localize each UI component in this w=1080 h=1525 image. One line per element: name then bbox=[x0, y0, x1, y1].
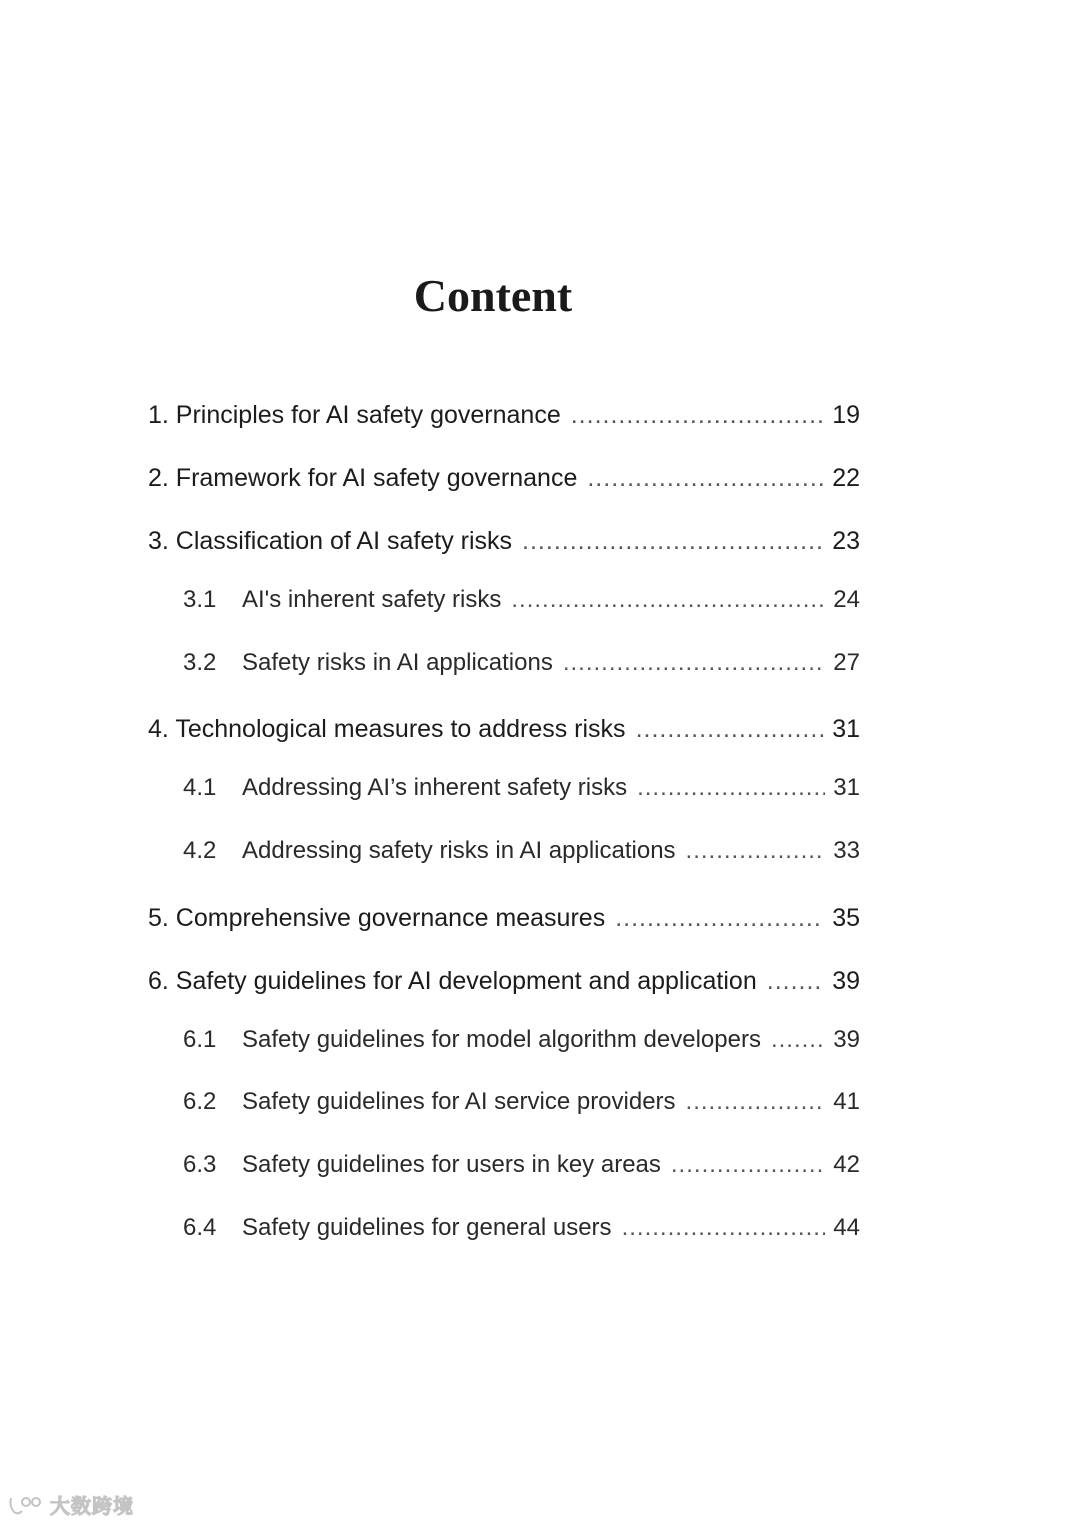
toc-entry-label: 6. Safety guidelines for AI development and application bbox=[148, 967, 757, 995]
watermark bbox=[8, 1490, 134, 1519]
toc-leader bbox=[686, 1082, 826, 1122]
toc-entry-number: 4.2 bbox=[183, 837, 217, 864]
toc-leader bbox=[622, 1208, 826, 1248]
toc-page-number: 31 bbox=[833, 774, 860, 801]
toc-leader bbox=[522, 521, 824, 561]
toc-leader bbox=[771, 1020, 825, 1060]
toc-entry-label: Safety guidelines for general users bbox=[242, 1214, 612, 1241]
toc-leader bbox=[587, 458, 824, 498]
toc-page-number: 31 bbox=[832, 715, 860, 743]
toc-leader bbox=[671, 1145, 825, 1185]
toc-entry-number: 3.1 bbox=[183, 586, 217, 613]
toc-page-number: 27 bbox=[833, 649, 860, 676]
toc-leader bbox=[637, 768, 825, 808]
toc-entry-6-2[interactable] bbox=[183, 1082, 860, 1122]
toc-entry-number: 6.1 bbox=[183, 1026, 217, 1053]
toc-page-number: 41 bbox=[833, 1088, 860, 1115]
toc-entry-label: Safety guidelines for users in key areas bbox=[242, 1151, 661, 1178]
toc-entry-6-3[interactable] bbox=[183, 1145, 860, 1185]
toc-leader bbox=[615, 898, 824, 938]
toc-entry-3[interactable] bbox=[148, 521, 860, 561]
toc-leader bbox=[563, 643, 825, 683]
toc-entry-4-1[interactable] bbox=[183, 768, 860, 808]
toc-page-number: 39 bbox=[833, 1026, 860, 1053]
toc-leader bbox=[511, 580, 825, 620]
toc-entry-number: 4.1 bbox=[183, 774, 217, 801]
toc-entry-label: 1. Principles for AI safety governance bbox=[148, 401, 561, 429]
toc-entry-3-2[interactable] bbox=[183, 643, 860, 683]
toc-page-number: 19 bbox=[832, 401, 860, 429]
toc-page-number: 23 bbox=[832, 527, 860, 555]
toc-entry-2[interactable] bbox=[148, 458, 860, 498]
toc-page-number: 22 bbox=[832, 464, 860, 492]
toc-entry-label: 2. Framework for AI safety governance bbox=[148, 464, 578, 492]
toc-entry-number: 3.2 bbox=[183, 649, 217, 676]
toc-page-number: 39 bbox=[832, 967, 860, 995]
toc-leader bbox=[571, 395, 824, 435]
toc-entry-3-1[interactable] bbox=[183, 580, 860, 620]
toc-leader bbox=[636, 709, 825, 749]
toc-entry-label: Safety risks in AI applications bbox=[242, 649, 553, 676]
toc-entry-label: Safety guidelines for model algorithm developers bbox=[242, 1026, 761, 1053]
toc-entry-label: Addressing safety risks in AI applications bbox=[242, 837, 676, 864]
toc-entry-6-4[interactable] bbox=[183, 1208, 860, 1248]
toc-entry-6-1[interactable] bbox=[183, 1020, 860, 1060]
toc-entry-number: 6.3 bbox=[183, 1151, 217, 1178]
toc-entry-4-2[interactable] bbox=[183, 831, 860, 871]
toc-page-number: 35 bbox=[832, 904, 860, 932]
toc-entry-number: 6.4 bbox=[183, 1214, 217, 1241]
toc-leader bbox=[686, 831, 826, 871]
toc-page-number: 33 bbox=[833, 837, 860, 864]
watermark-logo-icon bbox=[8, 1494, 46, 1516]
toc-entry-5[interactable] bbox=[148, 898, 860, 938]
toc-entry-label: Safety guidelines for AI service providers bbox=[242, 1088, 676, 1115]
toc-page-number: 24 bbox=[833, 586, 860, 613]
toc-page-number: 44 bbox=[833, 1214, 860, 1241]
toc-entry-label: Addressing AI’s inherent safety risks bbox=[242, 774, 628, 801]
watermark-text: 大数跨境 bbox=[50, 1494, 134, 1518]
toc-entry-label: 4. Technological measures to address risks bbox=[148, 715, 626, 743]
toc-entry-number: 6.2 bbox=[183, 1088, 217, 1115]
toc-entry-1[interactable] bbox=[148, 395, 860, 435]
toc-entry-4[interactable] bbox=[148, 709, 860, 749]
page-title: Content bbox=[413, 270, 573, 321]
toc-leader bbox=[767, 961, 824, 1001]
toc-entry-label: 3. Classification of AI safety risks bbox=[148, 527, 513, 555]
toc-entry-6[interactable] bbox=[148, 961, 860, 1001]
toc-entry-label: AI's inherent safety risks bbox=[242, 586, 502, 613]
toc-page-number: 42 bbox=[833, 1151, 860, 1178]
toc-entry-label: 5. Comprehensive governance measures bbox=[148, 904, 606, 932]
